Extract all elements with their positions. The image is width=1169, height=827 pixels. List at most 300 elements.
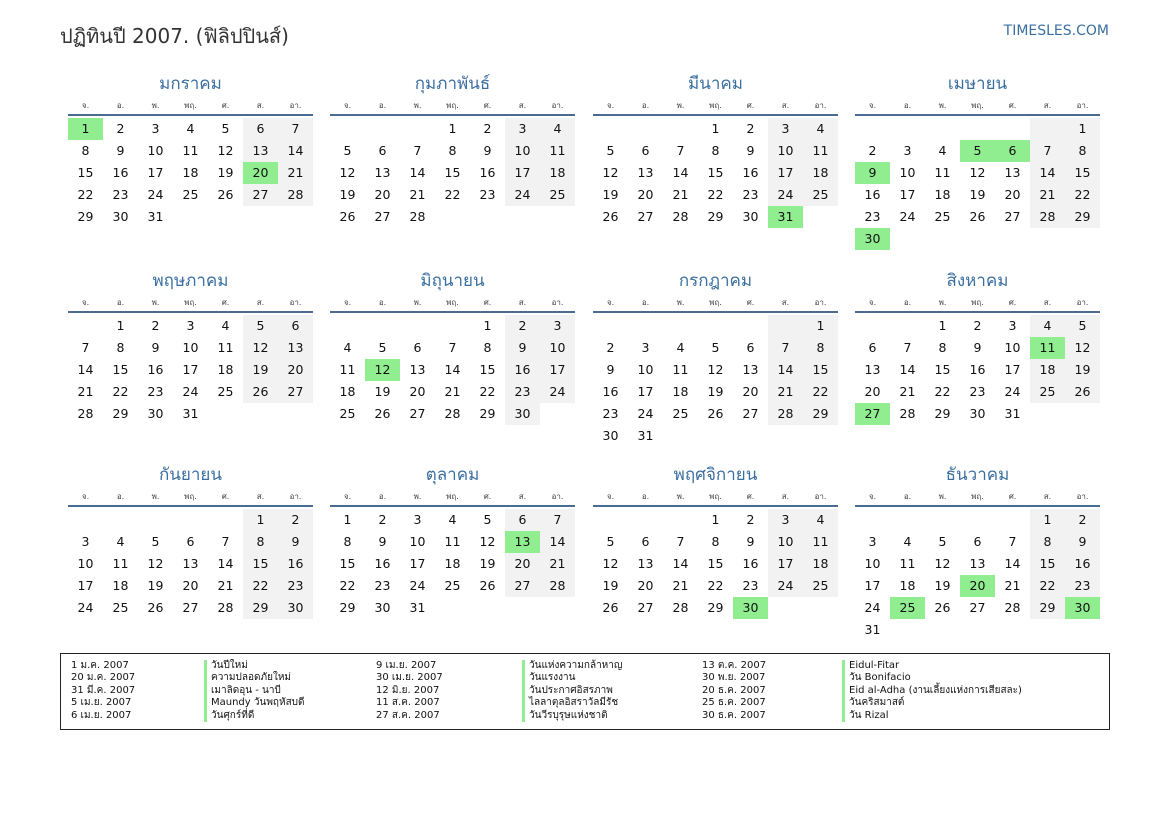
day-cell: 27	[409, 406, 426, 421]
day-cell: 6	[278, 315, 313, 337]
day-cell: 25	[803, 184, 838, 206]
day-cell: 23	[602, 406, 619, 421]
day-cell: 23	[505, 381, 540, 403]
weekday-label: ศ.	[746, 101, 755, 110]
day-cell: 25	[540, 184, 575, 206]
day-cell: 1	[1030, 509, 1065, 531]
weekday-label: อา.	[551, 298, 564, 307]
empty-day-cell	[103, 509, 138, 531]
weekday-label: จ.	[81, 101, 90, 110]
day-cell: 27	[1004, 209, 1021, 224]
day-cell: 6	[378, 143, 387, 158]
weekday-label: ส.	[518, 101, 527, 110]
empty-day-cell	[733, 425, 768, 447]
day-cell: 27	[182, 600, 199, 615]
empty-day-cell	[995, 619, 1030, 641]
day-cell: 8	[711, 143, 720, 158]
day-cell: 3	[505, 118, 540, 140]
day-cell: 21	[672, 578, 689, 593]
empty-day-cell	[68, 509, 103, 531]
day-cell: 5	[606, 143, 615, 158]
holiday-day-cell: 25	[890, 597, 925, 619]
day-grid	[593, 315, 838, 447]
day-cell: 28	[768, 403, 803, 425]
legend-holiday-name: วันแรงงาน	[522, 672, 575, 684]
day-cell: 7	[448, 340, 457, 355]
month-name: มกราคม	[159, 74, 222, 94]
day-cell: 14	[899, 362, 916, 377]
day-cell: 1	[343, 512, 352, 527]
day-grid	[593, 118, 838, 228]
day-cell: 27	[374, 209, 391, 224]
day-grid	[330, 118, 575, 228]
day-cell: 9	[378, 534, 387, 549]
day-cell: 18	[934, 187, 951, 202]
day-cell: 25	[672, 406, 689, 421]
day-cell: 10	[864, 556, 881, 571]
legend-holiday-name: วัน Bonifacio	[842, 672, 911, 684]
day-cell: 29	[707, 600, 724, 615]
day-cell: 14	[768, 359, 803, 381]
day-cell: 19	[479, 556, 496, 571]
weekday-label: อา.	[551, 101, 564, 110]
day-cell: 20	[374, 187, 391, 202]
holiday-day-cell: 30	[1065, 597, 1100, 619]
weekday-label: อา.	[1076, 101, 1089, 110]
weekday-label: อ.	[116, 492, 125, 501]
day-cell: 6	[868, 340, 877, 355]
day-cell: 26	[602, 600, 619, 615]
weekday-label: ส.	[256, 298, 265, 307]
legend-holiday-name: เมาลิดอุน - นาบี	[204, 685, 281, 697]
weekday-label: พฤ.	[446, 492, 459, 501]
empty-day-cell	[400, 315, 435, 337]
day-cell: 10	[768, 531, 803, 553]
day-cell: 9	[151, 340, 160, 355]
day-cell: 27	[278, 381, 313, 403]
day-cell: 3	[81, 534, 90, 549]
day-cell: 5	[606, 534, 615, 549]
site-brand-link[interactable]: TIMESLES.COM	[1003, 23, 1109, 39]
day-cell: 29	[1030, 597, 1065, 619]
day-cell: 22	[707, 578, 724, 593]
empty-day-cell	[278, 206, 313, 228]
weekday-label: อ.	[378, 298, 387, 307]
legend-holiday-name: วันแห่งความกล้าหาญ	[522, 660, 622, 672]
day-cell: 18	[540, 162, 575, 184]
empty-day-cell	[663, 425, 698, 447]
day-cell: 26	[707, 406, 724, 421]
day-cell: 24	[899, 209, 916, 224]
day-cell: 24	[77, 600, 94, 615]
day-cell: 13	[742, 362, 759, 377]
day-cell: 25	[339, 406, 356, 421]
weekday-label: พฤ.	[184, 298, 197, 307]
weekday-label: ศ.	[483, 492, 492, 501]
day-cell: 30	[278, 597, 313, 619]
day-cell: 16	[1065, 553, 1100, 575]
day-cell: 17	[637, 384, 654, 399]
day-cell: 3	[540, 315, 575, 337]
day-cell: 22	[934, 384, 951, 399]
day-cell: 15	[479, 362, 496, 377]
holiday-day-cell: 5	[960, 140, 995, 162]
empty-day-cell	[890, 509, 925, 531]
day-cell: 1	[803, 315, 838, 337]
day-cell: 22	[803, 381, 838, 403]
day-cell: 11	[444, 534, 461, 549]
weekday-label: พฤ.	[446, 298, 459, 307]
day-cell: 6	[641, 143, 650, 158]
weekday-label: ส.	[781, 492, 790, 501]
weekday-label: อ.	[378, 101, 387, 110]
day-cell: 19	[969, 187, 986, 202]
weekday-label: พฤ.	[971, 492, 984, 501]
day-cell: 7	[540, 509, 575, 531]
empty-day-cell	[330, 315, 365, 337]
month-block	[855, 70, 1100, 250]
day-cell: 10	[540, 337, 575, 359]
day-cell: 8	[81, 143, 90, 158]
day-cell: 24	[409, 578, 426, 593]
month-block	[855, 461, 1100, 641]
day-cell: 4	[448, 512, 457, 527]
day-cell: 13	[1004, 165, 1021, 180]
day-grid	[855, 509, 1100, 641]
day-cell: 16	[479, 165, 496, 180]
day-cell: 25	[934, 209, 951, 224]
weekday-label: พ.	[938, 101, 947, 110]
day-cell: 29	[479, 406, 496, 421]
day-cell: 8	[448, 143, 457, 158]
day-cell: 10	[768, 140, 803, 162]
weekday-label: อา.	[551, 492, 564, 501]
weekday-header	[68, 489, 313, 507]
day-cell: 23	[278, 575, 313, 597]
empty-day-cell	[365, 118, 400, 140]
month-name: มิถุนายน	[420, 271, 485, 291]
day-cell: 22	[112, 384, 129, 399]
day-cell: 29	[339, 600, 356, 615]
month-name: กุมภาพันธ์	[414, 74, 491, 94]
day-cell: 18	[339, 384, 356, 399]
day-cell: 24	[182, 384, 199, 399]
day-cell: 5	[483, 512, 492, 527]
day-cell: 16	[602, 384, 619, 399]
legend-holiday-name: วันประกาศอิสรภาพ	[522, 685, 613, 697]
empty-day-cell	[925, 228, 960, 250]
legend-date: 9 เม.ย. 2007	[376, 660, 437, 671]
day-cell: 25	[217, 384, 234, 399]
day-cell: 22	[1065, 184, 1100, 206]
empty-day-cell	[505, 206, 540, 228]
day-cell: 28	[409, 209, 426, 224]
day-cell: 13	[864, 362, 881, 377]
day-cell: 5	[711, 340, 720, 355]
empty-day-cell	[208, 403, 243, 425]
day-cell: 15	[707, 556, 724, 571]
weekday-header	[330, 295, 575, 313]
day-cell: 18	[112, 578, 129, 593]
day-cell: 15	[803, 359, 838, 381]
day-cell: 16	[742, 556, 759, 571]
legend-holiday-name: วันวีรบุรุษแห่งชาติ	[522, 710, 608, 722]
day-cell: 27	[505, 575, 540, 597]
weekday-header	[855, 489, 1100, 507]
day-cell: 14	[1030, 162, 1065, 184]
empty-day-cell	[68, 315, 103, 337]
day-cell: 4	[540, 118, 575, 140]
day-cell: 19	[602, 187, 619, 202]
day-grid	[593, 509, 838, 619]
weekday-label: ส.	[1043, 101, 1052, 110]
day-cell: 19	[934, 578, 951, 593]
day-cell: 3	[413, 512, 422, 527]
weekday-label: ศ.	[1008, 492, 1017, 501]
day-cell: 2	[606, 340, 615, 355]
day-cell: 11	[934, 165, 951, 180]
weekday-label: อ.	[903, 298, 912, 307]
empty-day-cell	[960, 228, 995, 250]
weekday-label: พ.	[676, 492, 685, 501]
day-grid	[330, 315, 575, 425]
empty-day-cell	[768, 597, 803, 619]
day-cell: 10	[505, 140, 540, 162]
day-cell: 15	[707, 165, 724, 180]
day-cell: 28	[278, 184, 313, 206]
weekday-header	[855, 295, 1100, 313]
day-cell: 27	[637, 600, 654, 615]
legend-date: 13 ต.ค. 2007	[702, 660, 767, 671]
weekday-label: ส.	[518, 298, 527, 307]
day-cell: 16	[864, 187, 881, 202]
day-cell: 2	[746, 512, 755, 527]
empty-day-cell	[505, 597, 540, 619]
day-cell: 24	[540, 381, 575, 403]
weekday-label: จ.	[868, 492, 877, 501]
weekday-label: พ.	[151, 492, 160, 501]
day-cell: 2	[378, 512, 387, 527]
empty-day-cell	[803, 206, 838, 228]
day-cell: 17	[768, 553, 803, 575]
weekday-label: พฤ.	[971, 298, 984, 307]
day-cell: 13	[637, 165, 654, 180]
day-cell: 7	[278, 118, 313, 140]
empty-day-cell	[1030, 619, 1065, 641]
day-cell: 9	[483, 143, 492, 158]
day-cell: 3	[151, 121, 160, 136]
weekday-label: ศ.	[746, 492, 755, 501]
day-cell: 19	[707, 384, 724, 399]
day-cell: 1	[711, 512, 720, 527]
day-cell: 23	[112, 187, 129, 202]
holiday-day-cell: 20	[243, 162, 278, 184]
month-name: พฤษภาคม	[152, 271, 229, 291]
weekday-label: อา.	[814, 298, 827, 307]
day-cell: 15	[243, 553, 278, 575]
empty-day-cell	[243, 403, 278, 425]
day-cell: 28	[77, 406, 94, 421]
day-cell: 30	[374, 600, 391, 615]
weekday-label: พ.	[676, 298, 685, 307]
day-cell: 12	[339, 165, 356, 180]
legend-date: 6 เม.ย. 2007	[71, 709, 132, 721]
weekday-label: ศ.	[483, 298, 492, 307]
day-cell: 17	[864, 578, 881, 593]
day-cell: 22	[243, 575, 278, 597]
day-cell: 26	[147, 600, 164, 615]
day-cell: 12	[479, 534, 496, 549]
day-cell: 18	[672, 384, 689, 399]
day-cell: 29	[1065, 206, 1100, 228]
month-name: พฤศจิกายน	[673, 465, 758, 485]
weekday-label: พฤ.	[446, 101, 459, 110]
month-name: เมษายน	[947, 74, 1008, 94]
day-cell: 12	[243, 337, 278, 359]
day-cell: 9	[1065, 531, 1100, 553]
empty-day-cell	[1030, 228, 1065, 250]
day-cell: 7	[903, 340, 912, 355]
weekday-label: พฤ.	[709, 298, 722, 307]
empty-day-cell	[243, 206, 278, 228]
day-cell: 28	[1004, 600, 1021, 615]
holiday-day-cell: 30	[855, 228, 890, 250]
weekday-label: อา.	[814, 492, 827, 501]
day-cell: 21	[1004, 578, 1021, 593]
day-cell: 16	[112, 165, 129, 180]
month-block	[68, 461, 313, 619]
day-cell: 26	[969, 209, 986, 224]
day-cell: 31	[409, 600, 426, 615]
weekday-label: ศ.	[221, 492, 230, 501]
month-block	[593, 70, 838, 228]
day-cell: 9	[746, 534, 755, 549]
day-cell: 7	[676, 534, 685, 549]
day-cell: 8	[343, 534, 352, 549]
empty-day-cell	[960, 619, 995, 641]
day-cell: 31	[147, 209, 164, 224]
empty-day-cell	[768, 315, 803, 337]
month-block	[593, 267, 838, 447]
day-cell: 14	[444, 362, 461, 377]
weekday-label: พ.	[938, 492, 947, 501]
legend-date: 31 มี.ค. 2007	[71, 684, 136, 696]
day-cell: 14	[77, 362, 94, 377]
empty-day-cell	[628, 315, 663, 337]
day-cell: 31	[864, 622, 881, 637]
day-cell: 22	[707, 187, 724, 202]
day-cell: 1	[483, 318, 492, 333]
day-cell: 24	[637, 406, 654, 421]
day-cell: 30	[969, 406, 986, 421]
day-cell: 5	[151, 534, 160, 549]
day-cell: 21	[409, 187, 426, 202]
month-block	[593, 461, 838, 619]
day-cell: 18	[803, 553, 838, 575]
day-cell: 12	[602, 556, 619, 571]
empty-day-cell	[855, 118, 890, 140]
day-cell: 10	[637, 362, 654, 377]
day-cell: 2	[746, 121, 755, 136]
legend-holiday-name: วันคริสมาสต์	[842, 697, 904, 709]
day-cell: 28	[540, 575, 575, 597]
empty-day-cell	[593, 315, 628, 337]
day-cell: 22	[339, 578, 356, 593]
weekday-header	[593, 295, 838, 313]
day-cell: 4	[803, 118, 838, 140]
day-cell: 11	[672, 362, 689, 377]
month-block	[330, 267, 575, 425]
weekday-header	[330, 98, 575, 116]
day-cell: 15	[444, 165, 461, 180]
day-cell: 25	[112, 600, 129, 615]
day-grid	[330, 509, 575, 619]
day-cell: 10	[77, 556, 94, 571]
day-cell: 19	[374, 384, 391, 399]
day-cell: 10	[1004, 340, 1021, 355]
legend-holiday-name: ไลลาตุลอิสราวัลมีรัช	[522, 697, 618, 709]
empty-day-cell	[435, 206, 470, 228]
day-cell: 17	[77, 578, 94, 593]
day-cell: 10	[899, 165, 916, 180]
holiday-day-cell: 9	[855, 162, 890, 184]
day-cell: 13	[374, 165, 391, 180]
day-cell: 14	[278, 140, 313, 162]
legend-holiday-name: วันศุกร์ที่ดี	[204, 710, 254, 722]
day-cell: 28	[1030, 206, 1065, 228]
day-cell: 12	[1065, 337, 1100, 359]
legend-date: 11 ส.ค. 2007	[376, 697, 440, 709]
day-cell: 15	[77, 165, 94, 180]
day-cell: 2	[868, 143, 877, 158]
day-cell: 28	[444, 406, 461, 421]
empty-day-cell	[995, 228, 1030, 250]
day-cell: 2	[505, 315, 540, 337]
day-cell: 3	[903, 143, 912, 158]
day-cell: 27	[243, 184, 278, 206]
weekday-label: ส.	[256, 492, 265, 501]
day-cell: 18	[803, 162, 838, 184]
weekday-label: ศ.	[221, 101, 230, 110]
day-cell: 26	[1065, 381, 1100, 403]
day-cell: 12	[147, 556, 164, 571]
day-cell: 26	[602, 209, 619, 224]
empty-day-cell	[1065, 403, 1100, 425]
legend-holiday-name: ความปลอดภัยใหม่	[204, 672, 291, 684]
day-cell: 8	[1030, 531, 1065, 553]
day-cell: 8	[711, 534, 720, 549]
day-cell: 9	[116, 143, 125, 158]
day-cell: 24	[768, 184, 803, 206]
day-cell: 4	[343, 340, 352, 355]
empty-day-cell	[593, 118, 628, 140]
day-cell: 4	[803, 509, 838, 531]
day-cell: 24	[768, 575, 803, 597]
day-cell: 17	[768, 162, 803, 184]
day-cell: 2	[973, 318, 982, 333]
month-name: ตุลาคม	[425, 465, 480, 485]
day-cell: 15	[339, 556, 356, 571]
day-cell: 17	[182, 362, 199, 377]
day-cell: 22	[444, 187, 461, 202]
empty-day-cell	[593, 509, 628, 531]
day-cell: 26	[217, 187, 234, 202]
weekday-label: ส.	[1043, 492, 1052, 501]
legend-date: 20 ม.ค. 2007	[71, 672, 136, 684]
day-cell: 20	[409, 384, 426, 399]
legend-date: 1 ม.ค. 2007	[71, 660, 129, 671]
empty-day-cell	[768, 425, 803, 447]
